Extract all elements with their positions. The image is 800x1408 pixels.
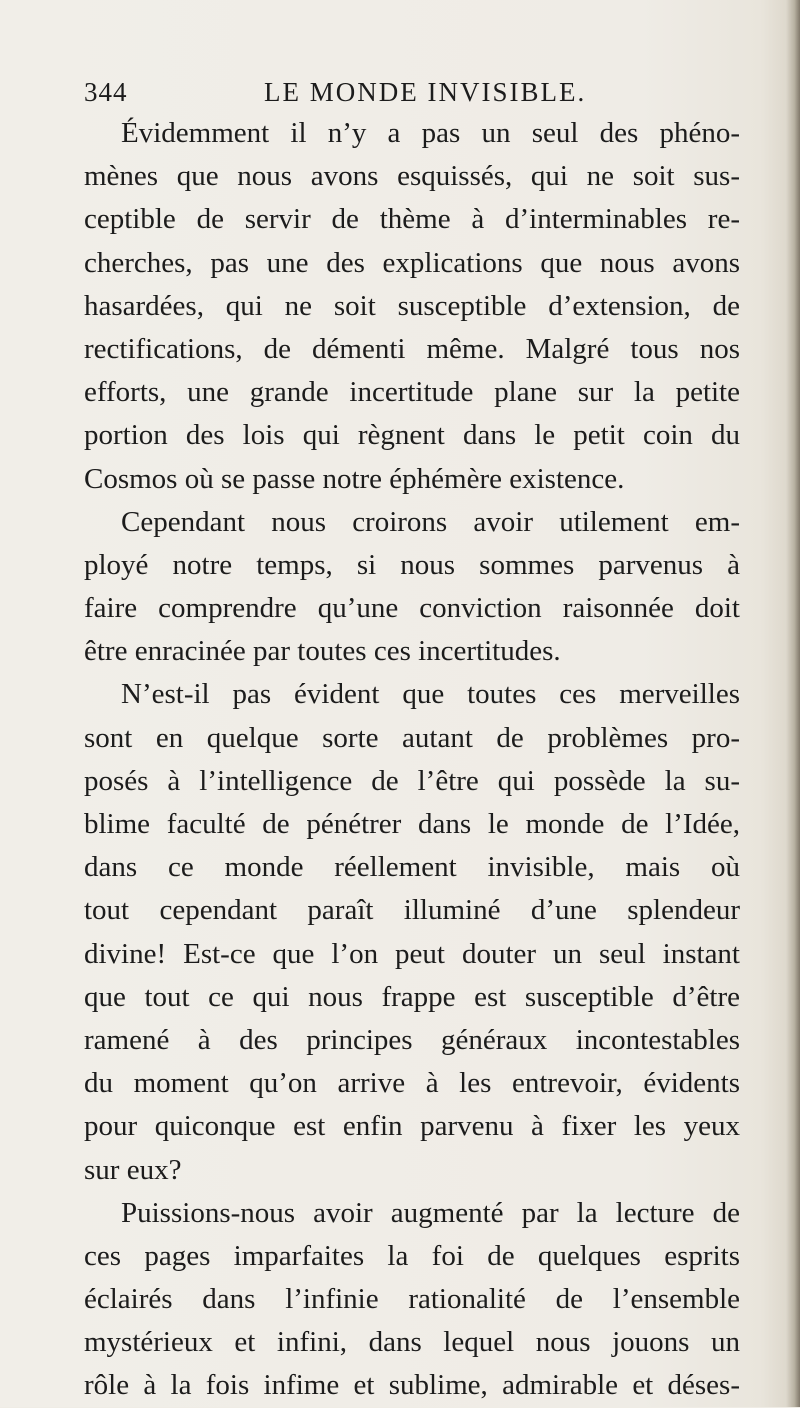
text-line: posés à l’intelligence de l’être qui possède la su- xyxy=(84,764,740,797)
text-line: que tout ce qui nous frappe est susceptible d’être xyxy=(84,980,740,1013)
text-line: rôle à la fois infime et sublime, admirable et déses- xyxy=(84,1369,740,1402)
text-line: mènes que nous avons esquissés, qui ne soit sus- xyxy=(84,160,740,193)
text-line: mystérieux et infini, dans lequel nous jouons un xyxy=(84,1326,740,1359)
text-line: sur eux? xyxy=(84,1153,182,1186)
text-line: Cependant nous croirons avoir utilement em- xyxy=(121,505,740,538)
running-title: LE MONDE INVISIBLE. xyxy=(264,77,587,107)
text-line: ceptible de servir de thème à d’interminables re- xyxy=(84,203,740,236)
text-line: Puissions-nous avoir augmenté par la lecture de xyxy=(121,1196,740,1229)
text-line: ployé notre temps, si nous sommes parvenus à xyxy=(84,548,740,581)
text-line: ramené à des principes généraux incontestables xyxy=(84,1023,740,1056)
text-line: portion des lois qui règnent dans le petit coin du xyxy=(84,419,740,452)
text-line: Cosmos où se passe notre éphémère existence. xyxy=(84,462,625,495)
text-line: cherches, pas une des explications que nous avons xyxy=(84,246,740,279)
text-line: sont en quelque sorte autant de problèmes pro- xyxy=(84,721,740,754)
text-line: rectifications, de démenti même. Malgré tous nos xyxy=(84,332,740,365)
text-line: efforts, une grande incertitude plane sur la petite xyxy=(84,376,740,409)
text-line: divine! Est-ce que l’on peut douter un seul instant xyxy=(84,937,740,970)
text-line: faire comprendre qu’une conviction raisonnée doit xyxy=(84,592,740,625)
text-line: hasardées, qui ne soit susceptible d’extension, de xyxy=(84,289,740,322)
text-line: Évidemment il n’y a pas un seul des phéno- xyxy=(121,117,740,149)
page-header xyxy=(84,74,724,110)
text-line: N’est-il pas évident que toutes ces merveilles xyxy=(121,678,740,711)
body-text xyxy=(84,112,740,1408)
text-line: du moment qu’on arrive à les entrevoir, évidents xyxy=(84,1067,740,1100)
text-line: blime faculté de pénétrer dans le monde de l’Idée, xyxy=(84,808,740,840)
page-number: 344 xyxy=(84,77,128,107)
text-line: ces pages imparfaites la foi de quelques esprits xyxy=(84,1239,740,1272)
page-edge-shadow xyxy=(786,0,800,1407)
text-line: éclairés dans l’infinie rationalité de l’ensemble xyxy=(84,1283,740,1316)
text-line: pour quiconque est enfin parvenu à fixer les yeux xyxy=(84,1110,740,1143)
text-line: être enracinée par toutes ces incertitudes. xyxy=(84,635,561,668)
text-line: dans ce monde réellement invisible, mais où xyxy=(84,851,740,884)
text-line: tout cependant paraît illuminé d’une splendeur xyxy=(84,894,740,927)
